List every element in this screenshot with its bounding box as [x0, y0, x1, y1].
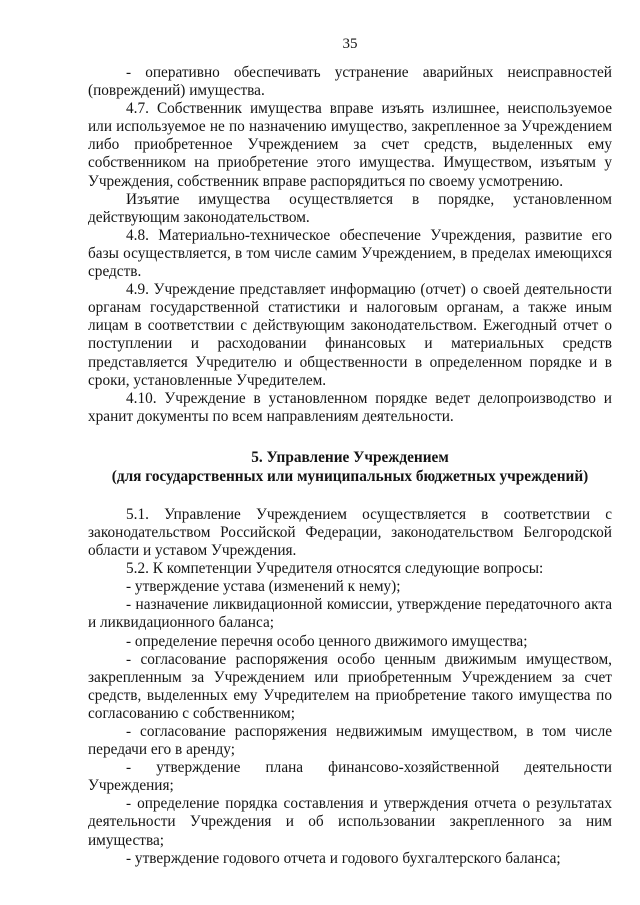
paragraph: 5.1. Управление Учреждением осуществляется в соответствии с законодательством Российской Федерации, законодательством Белгородской области и уставом Учреждения. — [88, 505, 612, 560]
list-item: - определение перечня особо ценного движимого имущества; — [126, 632, 528, 650]
document-body — [88, 64, 612, 868]
list-item: - назначение ликвидационной комиссии, утверждение передаточного акта и ликвидационного баланса; — [88, 596, 612, 632]
paragraph: 4.10. Учреждение в установленном порядке ведет делопроизводство и хранит документы по всем направлениям деятельности. — [88, 389, 612, 425]
paragraph: 4.7. Собственник имущества вправе изъять излишнее, неиспользуемое или используемое не по назначению имущество, закрепленное за Учреждением либо приобретенное Учреждением за счет средств, выделенных ему собственником на приобретение этого имущества. Имуществом, изъятым у Учреждения, собственник вправе распорядиться по своему усмотрению. — [88, 100, 612, 190]
section-spacer — [88, 426, 612, 448]
list-item: - согласование распоряжения недвижимым имуществом, в том числе передачи его в аренду; — [88, 723, 612, 759]
paragraph: - оперативно обеспечивать устранение аварийных неисправностей (повреждений) имущества. — [88, 64, 612, 100]
page-number: 35 — [342, 36, 358, 52]
section-subtitle: (для государственных или муниципальных бюджетных учреждений) — [111, 467, 589, 485]
list-item: - утверждение плана финансово-хозяйственной деятельности Учреждения; — [88, 759, 612, 795]
paragraph: Изъятие имущества осуществляется в порядке, установленном действующим законодательством. — [88, 190, 612, 226]
section-title: 5. Управление Учреждением — [251, 448, 449, 466]
list-item: - утверждение годового отчета и годового бухгалтерского баланса; — [126, 849, 561, 867]
paragraph: 4.8. Материально-техническое обеспечение Учреждения, развитие его базы осуществляется, в том числе самим Учреждением, в пределах имеющихся средств. — [88, 226, 612, 281]
list-item: - согласование распоряжения особо ценным движимым имуществом, закрепленным за Учреждением или приобретенным Учреждением за счет средств, выделенных ему Учредителем на приобретение такого имущества по согласованию с собственником; — [88, 650, 612, 722]
list-item: - определение порядка составления и утверждения отчета о результатах деятельности Учреждения и об использовании закрепленного за ним имущества; — [88, 795, 612, 849]
paragraph: 4.9. Учреждение представляет информацию (отчет) о своей деятельности органам государственной статистики и налоговым органам, а также иным лицам в соответствии с действующим законодательством. Ежегодный отчет о поступлении и расходовании финансовых и материальных средств представляется Учредителю и общественности в определенном порядке и в сроки, установленные Учредителем. — [88, 281, 612, 389]
paragraph: 5.2. К компетенции Учредителя относятся следующие вопросы: — [126, 560, 544, 578]
document-page — [88, 0, 612, 905]
list-item: - утверждение устава (изменений к нему); — [126, 578, 401, 596]
section-spacer — [88, 486, 612, 506]
